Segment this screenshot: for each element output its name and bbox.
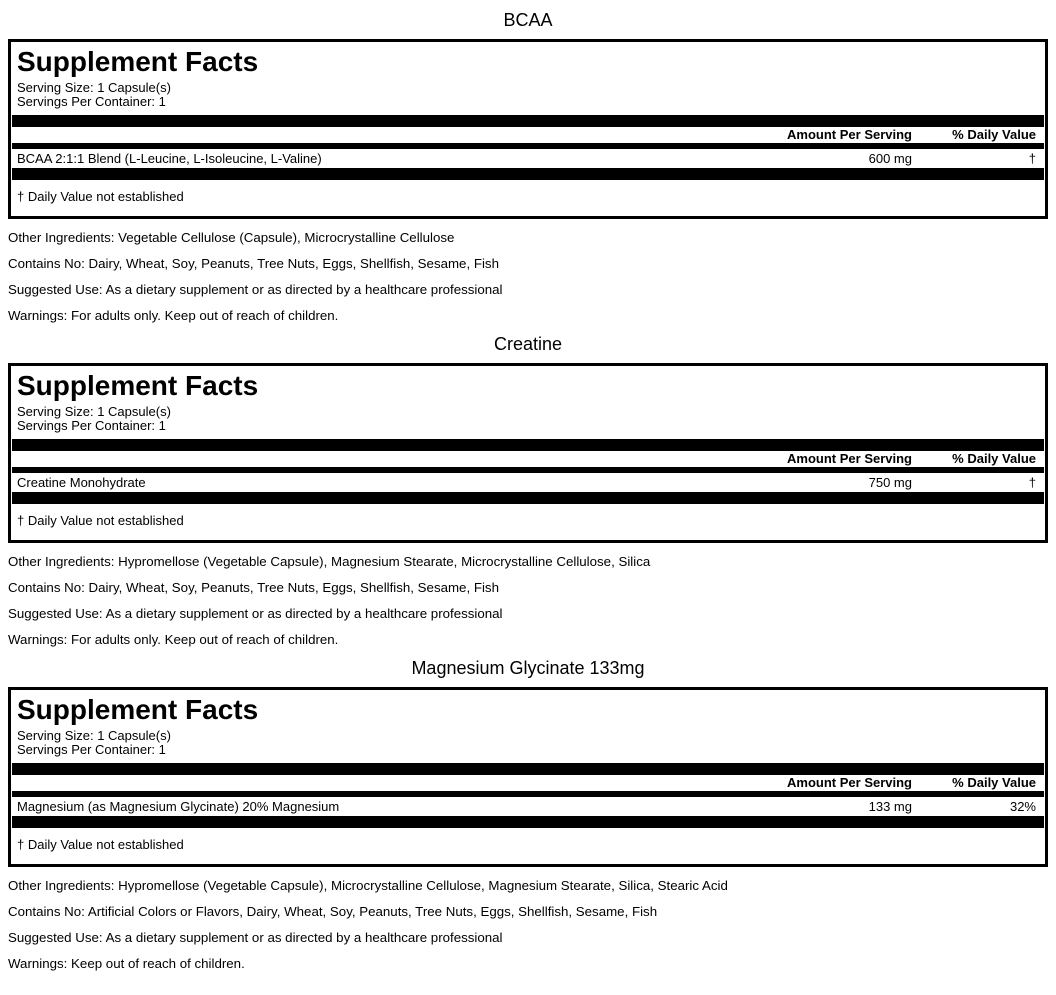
thick-divider-bar	[12, 816, 1044, 828]
thick-divider-bar	[12, 168, 1044, 180]
suggested-use-text: Suggested Use: As a dietary supplement or as directed by a healthcare professional	[8, 606, 503, 621]
panel-heading: Supplement Facts	[17, 694, 259, 725]
column-header-daily-value: % Daily Value	[952, 127, 1036, 142]
other-ingredients-text: Other Ingredients: Hypromellose (Vegetable Capsule), Microcrystalline Cellulose, Magnesium Stearate, Silica, Stearic Acid	[8, 878, 728, 893]
supplement-section-magnesium-glycinate	[0, 658, 1056, 971]
panel-heading: Supplement Facts	[17, 46, 259, 77]
servings-per-container: Servings Per Container: 1	[17, 94, 166, 109]
ingredient-daily-value: †	[1028, 150, 1036, 166]
servings-per-container: Servings Per Container: 1	[17, 742, 166, 757]
supplement-facts-panel	[8, 687, 1048, 867]
column-header-amount: Amount Per Serving	[787, 775, 912, 790]
ingredient-name: Magnesium (as Magnesium Glycinate) 20% Magnesium	[17, 798, 340, 814]
supplement-facts-panel	[8, 363, 1048, 543]
ingredient-row	[12, 473, 1044, 492]
ingredient-row	[12, 149, 1044, 168]
contains-no-text: Contains No: Artificial Colors or Flavors, Dairy, Wheat, Soy, Peanuts, Tree Nuts, Eggs, Shellfish, Sesame, Fish	[8, 904, 658, 919]
supplement-section-creatine	[0, 334, 1056, 647]
column-header-amount: Amount Per Serving	[787, 127, 912, 142]
serving-size: Serving Size: 1 Capsule(s)	[17, 80, 171, 95]
warnings-text: Warnings: Keep out of reach of children.	[8, 956, 245, 971]
suggested-use-text: Suggested Use: As a dietary supplement or as directed by a healthcare professional	[8, 930, 503, 945]
serving-size: Serving Size: 1 Capsule(s)	[17, 728, 171, 743]
ingredient-name: Creatine Monohydrate	[17, 474, 146, 490]
thick-divider-bar	[12, 439, 1044, 451]
servings-per-container: Servings Per Container: 1	[17, 418, 166, 433]
ingredient-daily-value: 32%	[1009, 798, 1036, 814]
contains-no-text: Contains No: Dairy, Wheat, Soy, Peanuts, Tree Nuts, Eggs, Shellfish, Sesame, Fish	[8, 256, 499, 271]
serving-size: Serving Size: 1 Capsule(s)	[17, 404, 171, 419]
other-ingredients-text: Other Ingredients: Hypromellose (Vegetable Capsule), Magnesium Stearate, Microcrystalline Cellulose, Silica	[8, 554, 651, 569]
ingredient-daily-value: †	[1028, 474, 1036, 490]
warnings-text: Warnings: For adults only. Keep out of reach of children.	[8, 632, 339, 647]
ingredient-amount: 133 mg	[868, 798, 912, 814]
section-title: BCAA	[503, 10, 553, 30]
ingredient-name: BCAA 2:1:1 Blend (L-Leucine, L-Isoleucine, L-Valine)	[17, 150, 322, 166]
other-ingredients-text: Other Ingredients: Vegetable Cellulose (Capsule), Microcrystalline Cellulose	[8, 230, 455, 245]
ingredient-amount: 600 mg	[868, 150, 912, 166]
columns-header-row	[12, 775, 1044, 791]
section-title: Magnesium Glycinate 133mg	[411, 658, 645, 678]
columns-header-row	[12, 127, 1044, 143]
warnings-text: Warnings: For adults only. Keep out of reach of children.	[8, 308, 339, 323]
daily-value-footnote: † Daily Value not established	[17, 189, 184, 204]
thick-divider-bar	[12, 115, 1044, 127]
daily-value-footnote: † Daily Value not established	[17, 513, 184, 528]
ingredient-row	[12, 797, 1044, 816]
supplement-facts-panel	[8, 39, 1048, 219]
daily-value-footnote: † Daily Value not established	[17, 837, 184, 852]
column-header-daily-value: % Daily Value	[952, 775, 1036, 790]
section-title: Creatine	[493, 334, 563, 354]
thick-divider-bar	[12, 763, 1044, 775]
suggested-use-text: Suggested Use: As a dietary supplement or as directed by a healthcare professional	[8, 282, 503, 297]
contains-no-text: Contains No: Dairy, Wheat, Soy, Peanuts, Tree Nuts, Eggs, Shellfish, Sesame, Fish	[8, 580, 499, 595]
columns-header-row	[12, 451, 1044, 467]
column-header-daily-value: % Daily Value	[952, 451, 1036, 466]
supplement-section-bcaa	[0, 10, 1056, 323]
column-header-amount: Amount Per Serving	[787, 451, 912, 466]
ingredient-amount: 750 mg	[868, 474, 912, 490]
panel-heading: Supplement Facts	[17, 370, 259, 401]
thick-divider-bar	[12, 492, 1044, 504]
